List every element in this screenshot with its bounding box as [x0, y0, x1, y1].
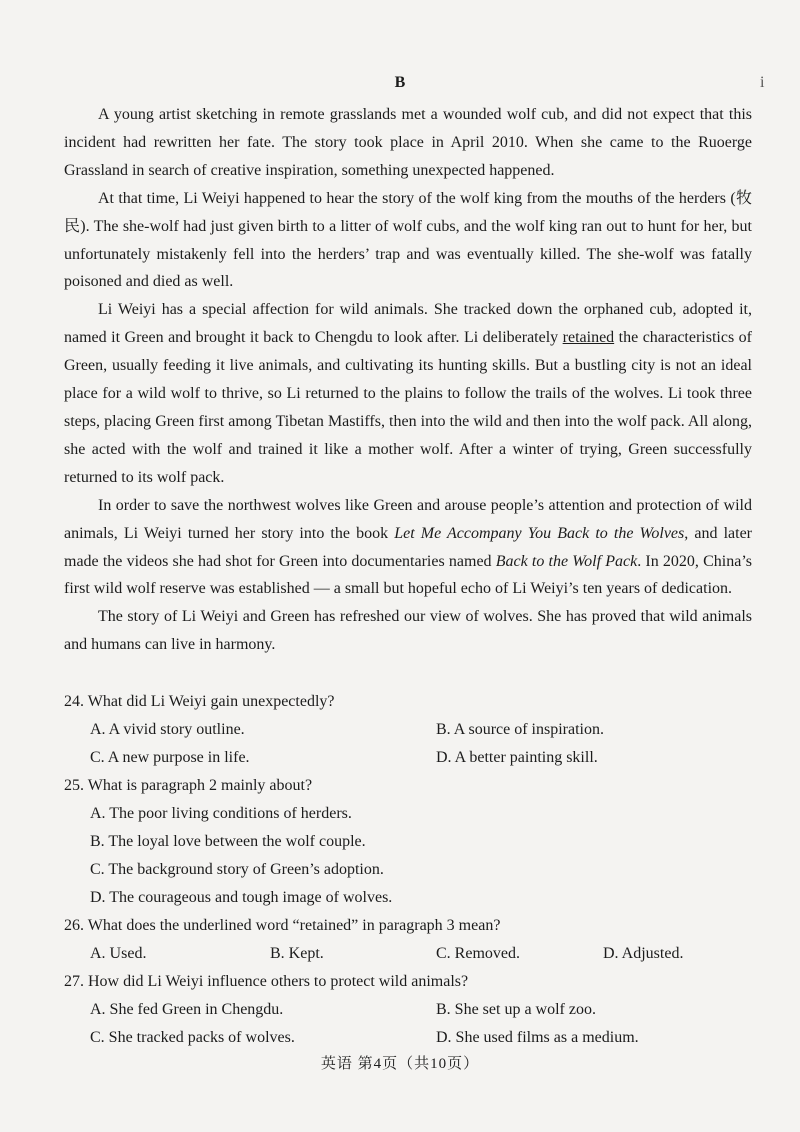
question-24-stem: 24. What did Li Weiyi gain unexpectedly? [64, 693, 335, 710]
question-25-option-d[interactable]: D. The courageous and tough image of wolves. [90, 889, 393, 906]
question-24-option-c[interactable]: C. A new purpose in life. [90, 749, 250, 766]
question-24-option-b[interactable]: B. A source of inspiration. [436, 721, 604, 738]
reading-passage [64, 101, 752, 659]
question-27-option-c[interactable]: C. She tracked packs of wolves. [90, 1029, 295, 1046]
question-26-option-b[interactable]: B. Kept. [270, 945, 324, 962]
question-27-option-b[interactable]: B. She set up a wolf zoo. [436, 1001, 596, 1018]
documentary-title: Back to the Wolf Pack [495, 552, 638, 570]
paragraph-4-text-b: , and later made the videos she had shot for Green into documentaries named [64, 524, 752, 570]
paragraph-2: At that time, Li Weiyi happened to hear the story of the wolf king from the mouths of the herders (牧民). The she-wolf had just given birth to a litter of wolf cubs, and the wolf king ran out to hunt for her, but unfortunately mistakenly fell into the herders’ trap and was eventually killed. The she-wolf was fatally poisoned and died as well. [64, 189, 753, 291]
edge-mark: i [760, 74, 765, 91]
question-25-option-c[interactable]: C. The background story of Green’s adoption. [90, 861, 384, 878]
paragraph-4-text-a: In order to save the northwest wolves like Green and arouse people’s attention and protection of wild animals, Li Weiyi turned her story into the book [64, 496, 752, 542]
page-footer: 英语 第4页（共10页） [320, 1056, 480, 1072]
underlined-word: retained [562, 329, 615, 347]
question-27-option-d[interactable]: D. She used films as a medium. [436, 1029, 639, 1046]
paragraph-4 [64, 492, 752, 604]
paragraph-4-text-c: . In 2020, China’s first wild wolf reserve was established — a small but hopeful echo of Li Weiyi’s ten years of dedication. [64, 552, 753, 598]
question-27-option-a[interactable]: A. She fed Green in Chengdu. [90, 1001, 284, 1018]
question-24-option-a[interactable]: A. A vivid story outline. [90, 721, 245, 738]
question-27-stem: 27. How did Li Weiyi influence others to protect wild animals? [64, 973, 469, 990]
paragraph-1: A young artist sketching in remote grasslands met a wounded wolf cub, and did not expect that this incident had rewritten her fate. The story took place in April 2010. When she came to the Ruoerge Grassland in search of creative inspiration, something unexpected happened. [64, 106, 752, 179]
paragraph-3 [64, 296, 752, 491]
paragraph-3-text-a: Li Weiyi has a special affection for wild animals. She tracked down the orphaned cub, adopted it, named it Green and brought it back to Chengdu to look after. Li deliberately [64, 301, 752, 347]
question-25-stem: 25. What is paragraph 2 mainly about? [64, 777, 313, 794]
section-title: B [394, 74, 406, 91]
question-26-option-d[interactable]: D. Adjusted. [603, 945, 684, 962]
question-26-option-a[interactable]: A. Used. [90, 945, 147, 962]
book-title: Let Me Accompany You Back to the Wolves [394, 524, 685, 542]
question-26-stem: 26. What does the underlined word “retained” in paragraph 3 mean? [64, 917, 501, 934]
question-25-option-b[interactable]: B. The loyal love between the wolf couple. [90, 833, 366, 850]
question-24-option-d[interactable]: D. A better painting skill. [436, 749, 598, 766]
paragraph-5: The story of Li Weiyi and Green has refreshed our view of wolves. She has proved that wild animals and humans can live in harmony. [64, 608, 752, 654]
question-25-option-a[interactable]: A. The poor living conditions of herders. [90, 805, 352, 822]
paragraph-3-text-b: the characteristics of Green, usually feeding it live animals, and cultivating its hunting skills. But a bustling city is not an ideal place for a wild wolf to thrive, so Li returned to the plains to follow the trails of the wolves. Li took three steps, placing Green first among Tibetan Mastiffs, then into the wild and then into the wolf pack. All along, she acted with the wolf and trained it like a mother wolf. After a winter of trying, Green successfully returned to its wolf pack. [64, 329, 752, 486]
question-26-option-c[interactable]: C. Removed. [436, 945, 520, 962]
